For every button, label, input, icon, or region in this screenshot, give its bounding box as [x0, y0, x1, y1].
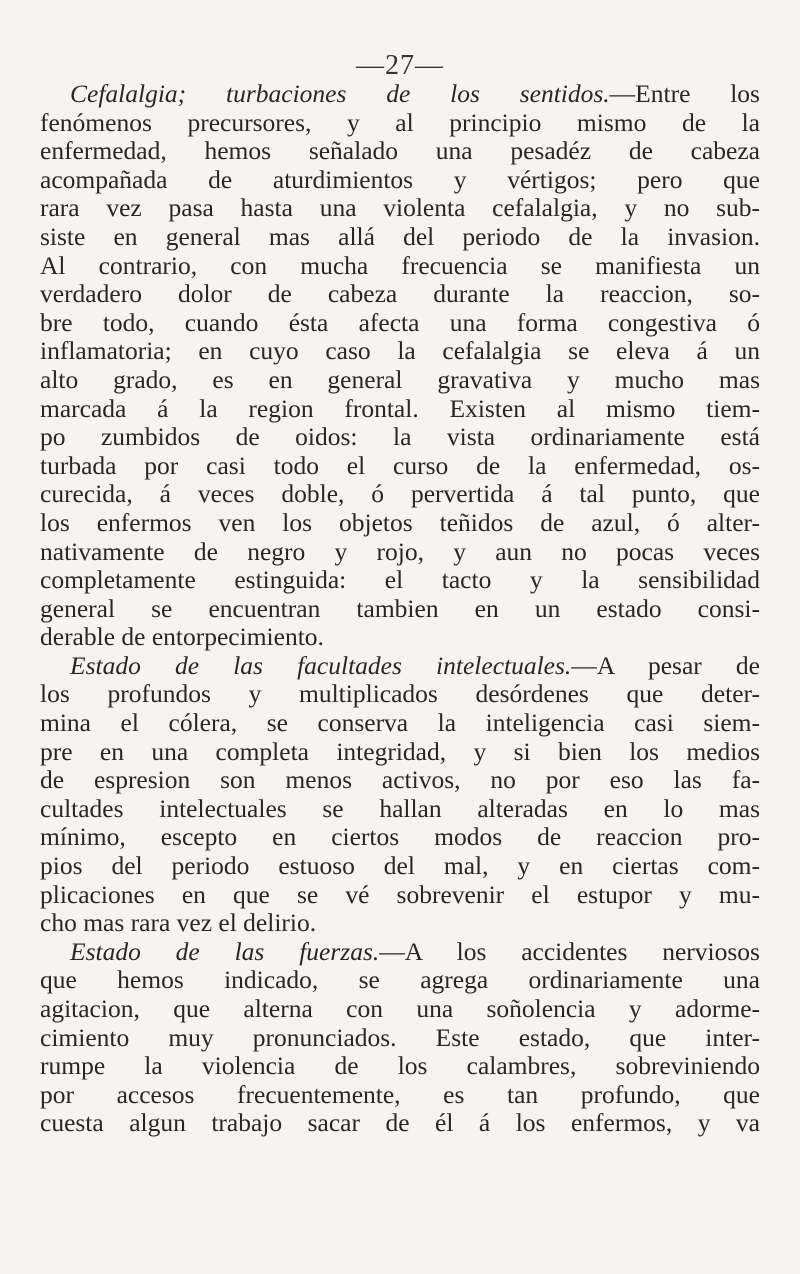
text-line — [40, 80, 760, 109]
page-number: —27— — [356, 50, 444, 81]
text-line: enfermedad, hemos señalado una pesadéz de cabeza — [40, 136, 760, 166]
text-line: nativamente de negro y rojo, y aun no pocas veces — [40, 536, 760, 566]
text-line: rara vez pasa hasta una violenta cefalalgia, y no sub- — [40, 193, 760, 223]
text-line: Al contrario, con mucha frecuencia se manifiesta un — [40, 250, 760, 280]
text-line: cuesta algun trabajo sacar de él á los enfermos, y va — [40, 1108, 760, 1138]
text-line: derable de entorpecimiento. — [40, 622, 324, 652]
text-line: pios del periodo estuoso del mal, y en ciertas com- — [40, 851, 760, 881]
text-line: fenómenos precursores, y al principio mismo de la — [40, 107, 760, 137]
text-line: de espresion son menos activos, no por eso las fa- — [40, 765, 760, 795]
paragraph-cefalalgia — [40, 80, 760, 652]
text-line: siste en general mas allá del periodo de la invasion. — [40, 221, 760, 251]
heading-continuation: —A los accidentes nerviosos — [379, 936, 760, 966]
page-body — [40, 80, 760, 1138]
text-line: completamente estinguida: el tacto y la sensibilidad — [40, 565, 760, 595]
text-line: mina el cólera, se conserva la inteligencia casi siem- — [40, 708, 760, 738]
text-line: los enfermos ven los objetos teñidos de azul, ó alter- — [40, 507, 760, 537]
text-line: po zumbidos de oidos: la vista ordinariamente está — [40, 422, 760, 452]
text-line: curecida, á veces doble, ó pervertida á tal punto, que — [40, 479, 760, 509]
text-line: bre todo, cuando ésta afecta una forma congestiva ó — [40, 307, 760, 337]
text-line: marcada á la region frontal. Existen al mismo tiem- — [40, 393, 760, 423]
section-heading: Estado de las facultades intelectuales. — [70, 650, 572, 680]
section-heading: Estado de las fuerzas. — [70, 936, 380, 966]
text-line: alto grado, es en general gravativa y mucho mas — [40, 364, 760, 394]
text-line: turbada por casi todo el curso de la enfermedad, os- — [40, 450, 760, 480]
text-line: mínimo, escepto en ciertos modos de reaccion pro- — [40, 822, 760, 852]
paragraph-fuerzas — [40, 938, 760, 1138]
text-line: los profundos y multiplicados desórdenes que deter- — [40, 679, 760, 709]
text-line: cho mas rara vez el delirio. — [40, 908, 317, 938]
text-line: inflamatoria; en cuyo caso la cefalalgia se eleva á un — [40, 336, 760, 366]
text-line — [40, 938, 760, 967]
text-line: acompañada de aturdimientos y vértigos; pero que — [40, 164, 760, 194]
heading-continuation: —Entre los — [609, 79, 760, 108]
text-line: pre en una completa integridad, y si bien los medios — [40, 736, 760, 766]
text-line: que hemos indicado, se agrega ordinariamente una — [40, 965, 760, 995]
paragraph-facultades — [40, 652, 760, 938]
text-line: cultades intelectuales se hallan alteradas en lo mas — [40, 793, 760, 823]
text-line: agitacion, que alterna con una soñolencia y adorme- — [40, 994, 760, 1023]
text-line: cimiento muy pronunciados. Este estado, que inter- — [40, 1022, 760, 1052]
heading-continuation: —A pesar de — [571, 650, 760, 680]
text-line: por accesos frecuentemente, es tan profundo, que — [40, 1079, 760, 1109]
section-heading: Cefalalgia; turbaciones de los sentidos. — [70, 79, 610, 108]
text-line: general se encuentran tambien en un estado consi- — [40, 593, 760, 623]
text-line — [40, 652, 760, 681]
text-line: plicaciones en que se vé sobrevenir el estupor y mu- — [40, 879, 760, 909]
text-line: rumpe la violencia de los calambres, sobreviniendo — [40, 1051, 760, 1081]
text-line: verdadero dolor de cabeza durante la reaccion, so- — [40, 279, 760, 309]
